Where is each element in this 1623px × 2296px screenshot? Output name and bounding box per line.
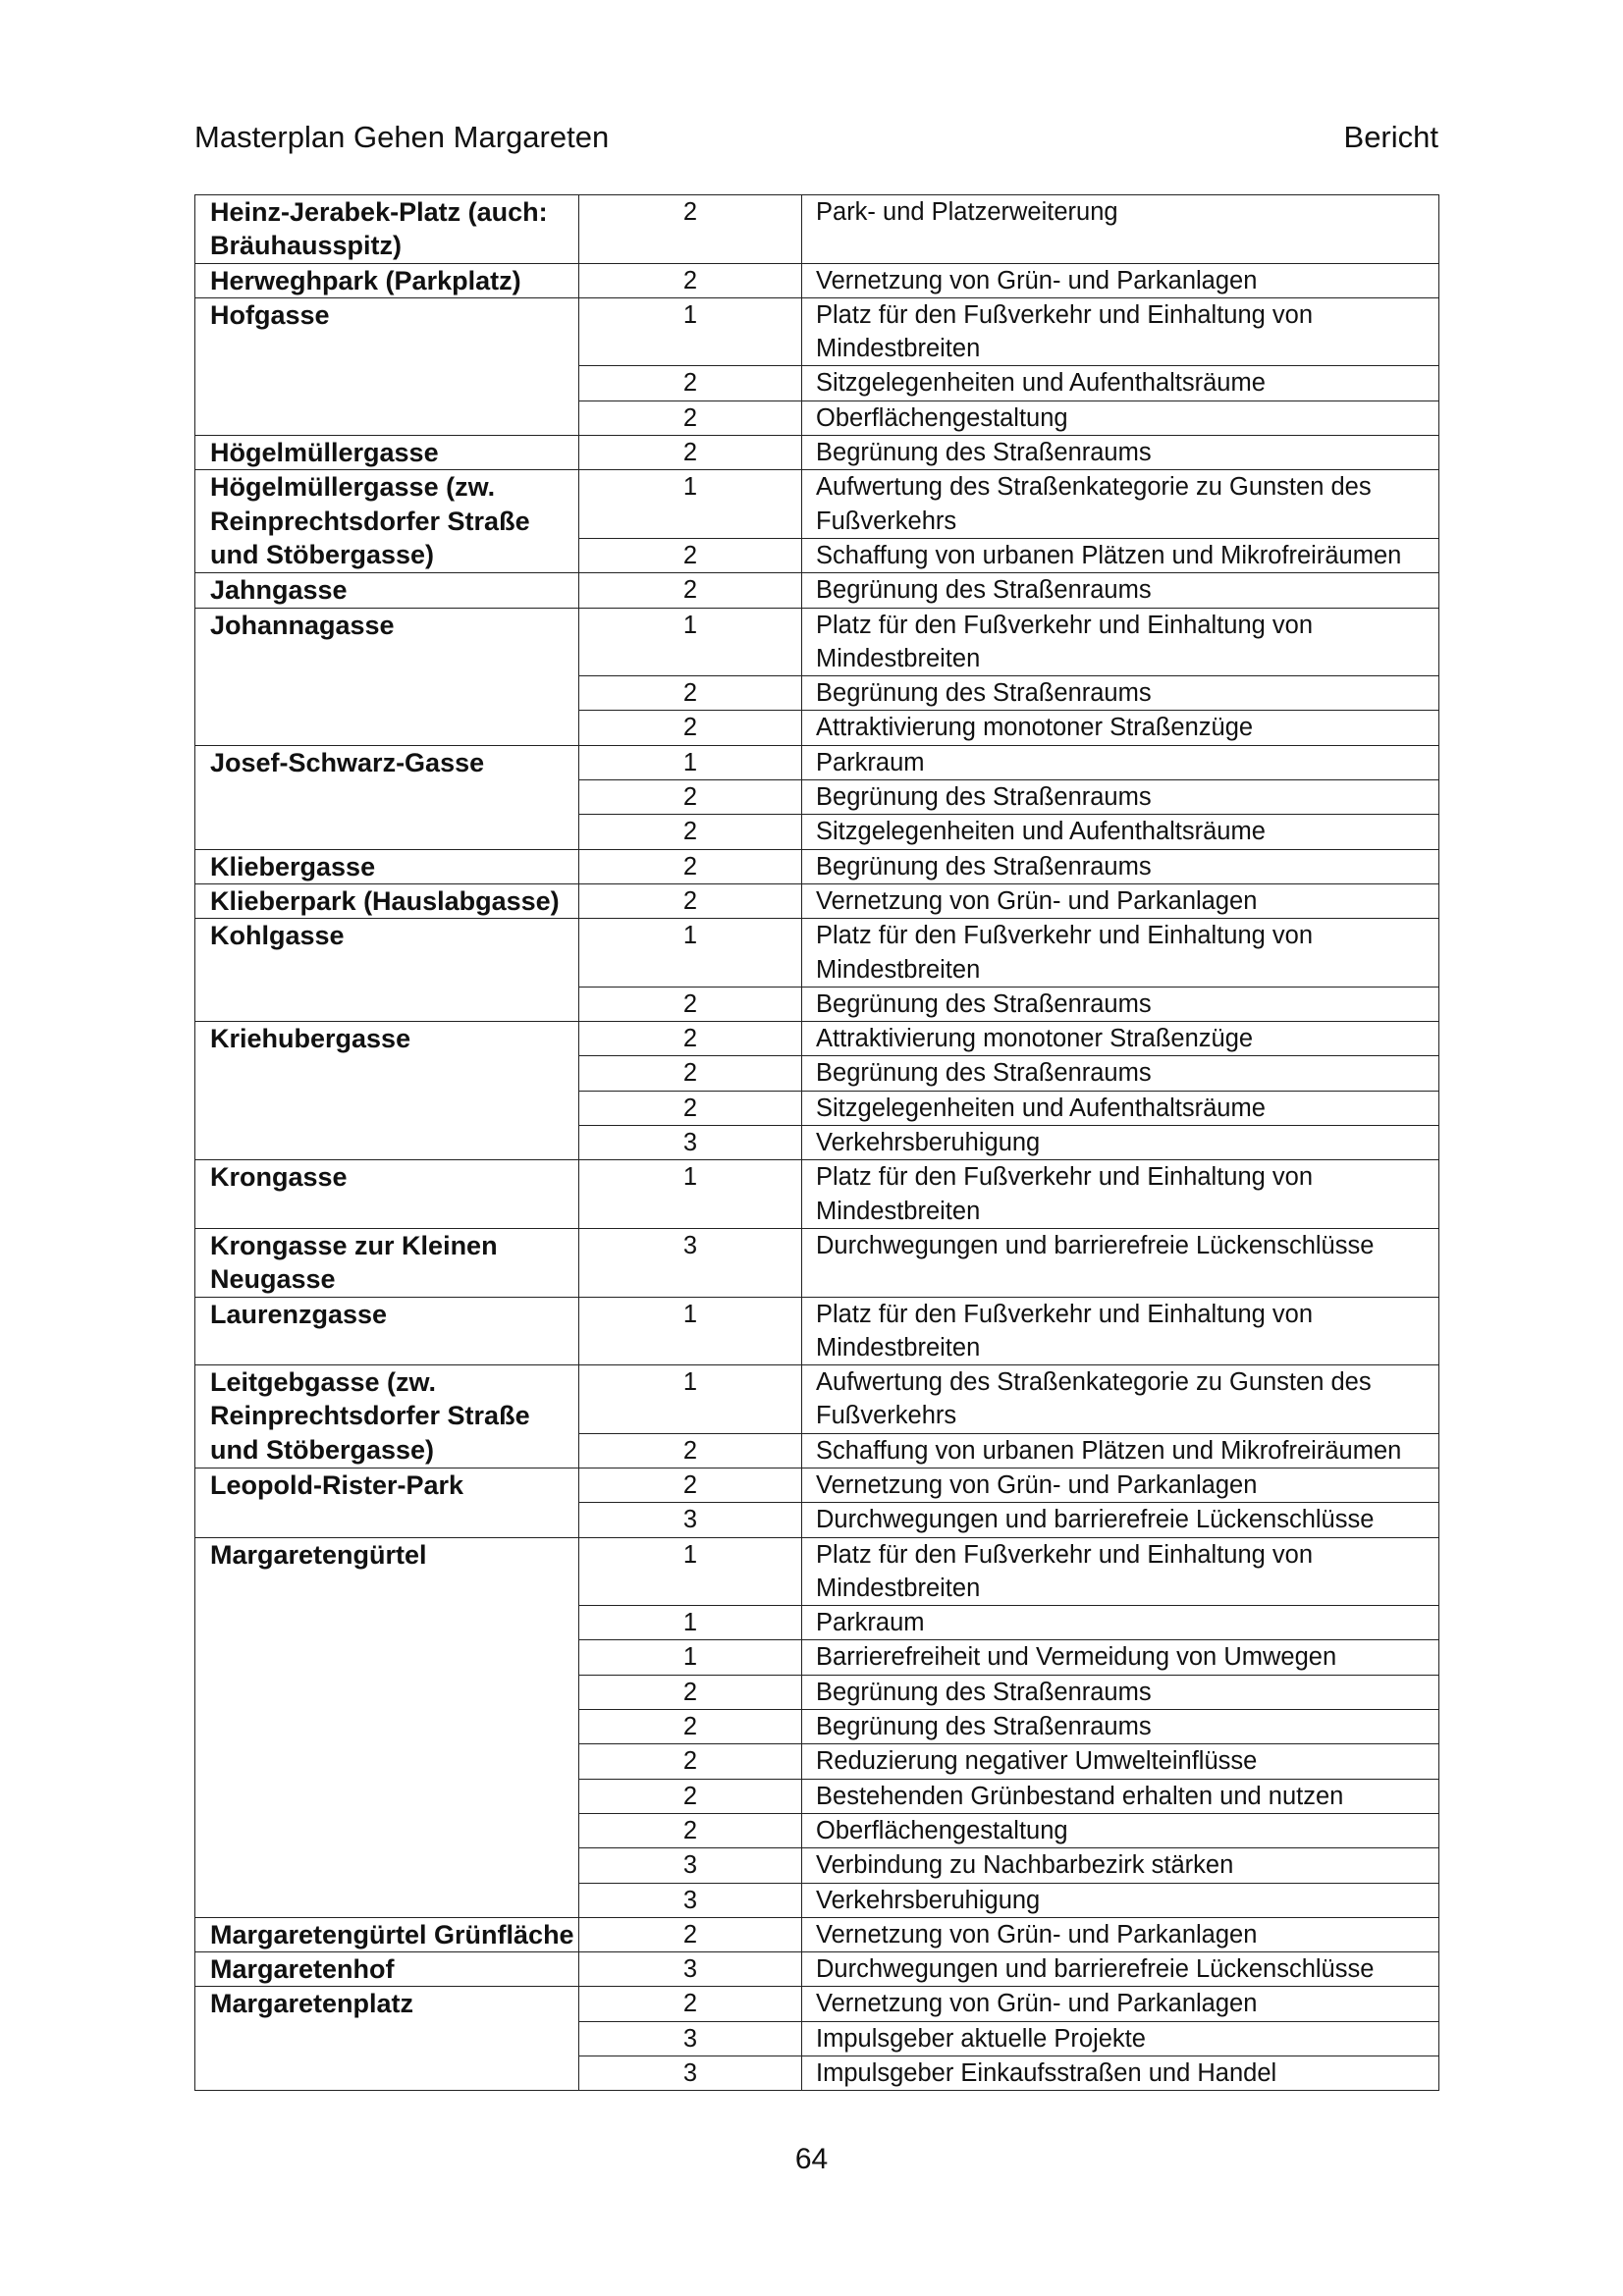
priority-cell: 1	[579, 919, 802, 988]
priority-cell: 1	[579, 1297, 802, 1365]
priority-cell: 3	[579, 1503, 802, 1537]
priority-cell: 2	[579, 436, 802, 470]
street-name-cell: Kriehubergasse	[195, 1022, 579, 1160]
measure-cell: Schaffung von urbanen Plätzen und Mikrofreiräumen	[802, 1433, 1439, 1468]
measure-cell: Verbindung zu Nachbarbezirk stärken	[802, 1848, 1439, 1883]
priority-cell: 2	[579, 883, 802, 918]
table-row	[195, 1952, 1439, 1987]
table-row	[195, 849, 1439, 883]
priority-cell: 1	[579, 1160, 802, 1229]
priority-cell: 1	[579, 1640, 802, 1675]
measure-cell: Sitzgelegenheiten und Aufenthaltsräume	[802, 366, 1439, 400]
measure-cell: Begrünung des Straßenraums	[802, 1056, 1439, 1091]
table-row	[195, 470, 1439, 539]
priority-cell: 2	[579, 711, 802, 745]
measure-cell: Durchwegungen und barrierefreie Lückenschlüsse	[802, 1228, 1439, 1297]
measure-cell: Durchwegungen und barrierefreie Lückenschlüsse	[802, 1952, 1439, 1987]
street-name-cell: Leitgebgasse (zw. Reinprechtsdorfer Straße und Stöbergasse)	[195, 1365, 579, 1468]
priority-cell: 3	[579, 1228, 802, 1297]
measure-cell: Platz für den Fußverkehr und Einhaltung von Mindestbreiten	[802, 608, 1439, 676]
measure-cell: Sitzgelegenheiten und Aufenthaltsräume	[802, 815, 1439, 849]
priority-cell: 2	[579, 263, 802, 297]
measure-cell: Attraktivierung monotoner Straßenzüge	[802, 711, 1439, 745]
measure-cell: Oberflächengestaltung	[802, 400, 1439, 435]
street-name-cell: Högelmüllergasse	[195, 436, 579, 470]
street-name-cell: Krongasse	[195, 1160, 579, 1229]
measure-cell: Impulsgeber aktuelle Projekte	[802, 2021, 1439, 2056]
measure-cell: Aufwertung des Straßenkategorie zu Gunsten des Fußverkehrs	[802, 1365, 1439, 1434]
priority-cell: 2	[579, 1813, 802, 1847]
table-row	[195, 919, 1439, 988]
table-row	[195, 1022, 1439, 1056]
table-row	[195, 1228, 1439, 1297]
table-row	[195, 1917, 1439, 1951]
table-row	[195, 1468, 1439, 1502]
table-row	[195, 1537, 1439, 1606]
measure-cell: Park- und Platzerweiterung	[802, 195, 1439, 264]
table-row	[195, 573, 1439, 608]
street-name-cell: Kliebergasse	[195, 849, 579, 883]
priority-cell: 2	[579, 1917, 802, 1951]
document-title: Masterplan Gehen Margareten	[194, 120, 610, 154]
priority-cell: 2	[579, 1468, 802, 1502]
priority-cell: 3	[579, 1126, 802, 1160]
measure-cell: Platz für den Fußverkehr und Einhaltung von Mindestbreiten	[802, 919, 1439, 988]
measure-cell: Begrünung des Straßenraums	[802, 676, 1439, 711]
priority-cell: 2	[579, 366, 802, 400]
priority-cell: 2	[579, 849, 802, 883]
priority-cell: 1	[579, 297, 802, 366]
measure-cell: Vernetzung von Grün- und Parkanlagen	[802, 263, 1439, 297]
measure-cell: Vernetzung von Grün- und Parkanlagen	[802, 883, 1439, 918]
priority-cell: 2	[579, 1987, 802, 2021]
street-name-cell: Kohlgasse	[195, 919, 579, 1022]
table-row	[195, 883, 1439, 918]
measure-cell: Platz für den Fußverkehr und Einhaltung von Mindestbreiten	[802, 1297, 1439, 1365]
priority-cell: 1	[579, 1606, 802, 1640]
street-name-cell: Hofgasse	[195, 297, 579, 435]
measure-cell: Begrünung des Straßenraums	[802, 1675, 1439, 1709]
measure-cell: Platz für den Fußverkehr und Einhaltung von Mindestbreiten	[802, 297, 1439, 366]
priority-cell: 2	[579, 1675, 802, 1709]
priority-cell: 2	[579, 1022, 802, 1056]
priority-cell: 2	[579, 1710, 802, 1744]
measure-cell: Aufwertung des Straßenkategorie zu Gunsten des Fußverkehrs	[802, 470, 1439, 539]
table-row	[195, 745, 1439, 779]
priority-cell: 2	[579, 1779, 802, 1813]
street-name-cell: Laurenzgasse	[195, 1297, 579, 1365]
table-row	[195, 263, 1439, 297]
measures-table-container	[194, 194, 1438, 2091]
street-name-cell: Josef-Schwarz-Gasse	[195, 745, 579, 849]
priority-cell: 3	[579, 1952, 802, 1987]
priority-cell: 2	[579, 676, 802, 711]
priority-cell: 1	[579, 470, 802, 539]
measures-table	[194, 194, 1439, 2091]
priority-cell: 2	[579, 987, 802, 1021]
priority-cell: 2	[579, 195, 802, 264]
street-name-cell: Margaretenplatz	[195, 1987, 579, 2091]
measure-cell: Vernetzung von Grün- und Parkanlagen	[802, 1468, 1439, 1502]
measure-cell: Begrünung des Straßenraums	[802, 780, 1439, 815]
measure-cell: Begrünung des Straßenraums	[802, 849, 1439, 883]
page-header	[194, 118, 1438, 157]
measure-cell: Durchwegungen und barrierefreie Lückenschlüsse	[802, 1503, 1439, 1537]
street-name-cell: Johannagasse	[195, 608, 579, 745]
section-label: Bericht	[1343, 120, 1438, 154]
priority-cell: 2	[579, 780, 802, 815]
priority-cell: 3	[579, 2056, 802, 2091]
measure-cell: Barrierefreiheit und Vermeidung von Umwegen	[802, 1640, 1439, 1675]
table-row	[195, 1365, 1439, 1434]
measure-cell: Verkehrsberuhigung	[802, 1883, 1439, 1917]
street-name-cell: Herweghpark (Parkplatz)	[195, 263, 579, 297]
table-row	[195, 195, 1439, 264]
priority-cell: 3	[579, 2021, 802, 2056]
measure-cell: Begrünung des Straßenraums	[802, 987, 1439, 1021]
street-name-cell: Klieberpark (Hauslabgasse)	[195, 883, 579, 918]
street-name-cell: Krongasse zur Kleinen Neugasse	[195, 1228, 579, 1297]
priority-cell: 2	[579, 1091, 802, 1125]
table-row	[195, 1987, 1439, 2021]
measure-cell: Platz für den Fußverkehr und Einhaltung von Mindestbreiten	[802, 1537, 1439, 1606]
priority-cell: 1	[579, 1537, 802, 1606]
measure-cell: Attraktivierung monotoner Straßenzüge	[802, 1022, 1439, 1056]
street-name-cell: Leopold-Rister-Park	[195, 1468, 579, 1537]
measure-cell: Parkraum	[802, 1606, 1439, 1640]
table-row	[195, 1297, 1439, 1365]
priority-cell: 2	[579, 538, 802, 572]
priority-cell: 2	[579, 400, 802, 435]
table-row	[195, 436, 1439, 470]
street-name-cell: Högelmüllergasse (zw. Reinprechtsdorfer Straße und Stöbergasse)	[195, 470, 579, 573]
priority-cell: 1	[579, 608, 802, 676]
priority-cell: 2	[579, 1056, 802, 1091]
priority-cell: 2	[579, 1433, 802, 1468]
page-number: 64	[794, 2143, 829, 2175]
measure-cell: Bestehenden Grünbestand erhalten und nutzen	[802, 1779, 1439, 1813]
measure-cell: Begrünung des Straßenraums	[802, 436, 1439, 470]
measure-cell: Verkehrsberuhigung	[802, 1126, 1439, 1160]
table-row	[195, 1160, 1439, 1229]
measure-cell: Impulsgeber Einkaufsstraßen und Handel	[802, 2056, 1439, 2091]
priority-cell: 2	[579, 573, 802, 608]
street-name-cell: Jahngasse	[195, 573, 579, 608]
street-name-cell: Margaretenhof	[195, 1952, 579, 1987]
street-name-cell: Margaretengürtel	[195, 1537, 579, 1917]
measure-cell: Oberflächengestaltung	[802, 1813, 1439, 1847]
measure-cell: Vernetzung von Grün- und Parkanlagen	[802, 1987, 1439, 2021]
measure-cell: Parkraum	[802, 745, 1439, 779]
street-name-cell: Heinz-Jerabek-Platz (auch: Bräuhausspitz)	[195, 195, 579, 264]
measure-cell: Begrünung des Straßenraums	[802, 573, 1439, 608]
priority-cell: 1	[579, 1365, 802, 1434]
priority-cell: 2	[579, 815, 802, 849]
table-row	[195, 608, 1439, 676]
priority-cell: 3	[579, 1848, 802, 1883]
table-row	[195, 297, 1439, 366]
priority-cell: 3	[579, 1883, 802, 1917]
measure-cell: Sitzgelegenheiten und Aufenthaltsräume	[802, 1091, 1439, 1125]
street-name-cell: Margaretengürtel Grünfläche	[195, 1917, 579, 1951]
measure-cell: Platz für den Fußverkehr und Einhaltung von Mindestbreiten	[802, 1160, 1439, 1229]
measure-cell: Vernetzung von Grün- und Parkanlagen	[802, 1917, 1439, 1951]
measure-cell: Reduzierung negativer Umwelteinflüsse	[802, 1744, 1439, 1779]
measure-cell: Begrünung des Straßenraums	[802, 1710, 1439, 1744]
measure-cell: Schaffung von urbanen Plätzen und Mikrofreiräumen	[802, 538, 1439, 572]
priority-cell: 2	[579, 1744, 802, 1779]
priority-cell: 1	[579, 745, 802, 779]
